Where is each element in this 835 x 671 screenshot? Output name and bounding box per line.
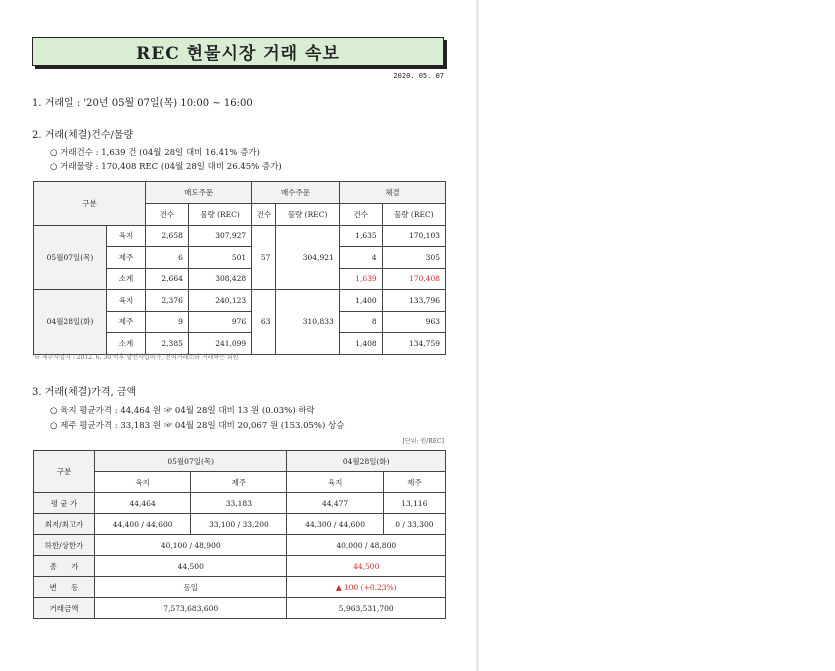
row-label: 최저/최고가 [34, 514, 95, 535]
report-title: REC 현물시장 거래 속보 [32, 37, 444, 66]
value-cell: 2,376 [146, 290, 189, 312]
table-row [34, 225, 446, 247]
header-sell: 매도주문 [146, 182, 252, 204]
header-land: 육지 [287, 472, 383, 493]
trade-count-bullet: ○ 거래건수 : 1,639 건 (04월 28일 대비 16.41% 증가) [50, 148, 260, 158]
header-date1: 05월07일(목) [95, 451, 287, 472]
unit-label: [단위: 원/REC] [402, 438, 444, 445]
header-date2: 04월28일(화) [287, 451, 446, 472]
header-count: 건수 [146, 204, 189, 226]
type-cell: 제주 [107, 311, 146, 333]
value-cell: 13,116 [383, 493, 445, 514]
table-row [34, 577, 446, 598]
header-deal: 체결 [339, 182, 445, 204]
type-cell: 육지 [107, 290, 146, 312]
value-cell: 33,183 [191, 493, 287, 514]
value-cell: 40,000 / 48,800 [287, 535, 446, 556]
type-cell: 육지 [107, 225, 146, 247]
value-cell: 1,408 [339, 333, 382, 355]
jeju-price-bullet: ○ 제주 평균가격 : 33,183 원 ☞ 04월 28일 대비 20,067 원 (153.05%) 상승 [50, 421, 345, 431]
value-cell: 44,477 [287, 493, 383, 514]
value-cell: 241,099 [188, 333, 251, 355]
value-cell: 44,500 [95, 556, 287, 577]
value-cell: 304,921 [276, 225, 339, 290]
header-volume: 물량 (REC) [276, 204, 339, 226]
value-cell: 305 [382, 247, 445, 269]
value-cell: 44,300 / 44,600 [287, 514, 383, 535]
header-buy: 매수주문 [252, 182, 340, 204]
table-row [34, 598, 446, 619]
row-label: 평 균 가 [34, 493, 95, 514]
header-volume: 물량 (REC) [382, 204, 445, 226]
value-cell: 170,103 [382, 225, 445, 247]
value-cell: 310,833 [276, 290, 339, 355]
table-row [34, 535, 446, 556]
value-cell: 40,100 / 48,900 [95, 535, 287, 556]
footnote: ※ 제주사업자 : 2012. 6. 30 이후 발전사업허가, 전력거래소와 거래하는 회원 [34, 354, 239, 361]
value-cell: ▲ 100 (+0.23%) [287, 577, 446, 598]
value-cell: 1,635 [339, 225, 382, 247]
value-cell: 134,759 [382, 333, 445, 355]
value-cell: 63 [252, 290, 276, 355]
header-jeju: 제주 [383, 472, 445, 493]
blank-page [479, 0, 835, 671]
value-cell: 0 / 33,300 [383, 514, 445, 535]
value-cell: 8 [339, 311, 382, 333]
date-cell: 04월28일(화) [34, 290, 107, 355]
value-cell: 44,464 [95, 493, 191, 514]
value-cell: 2,385 [146, 333, 189, 355]
header-volume: 물량 (REC) [188, 204, 251, 226]
section1-trade-date: 1. 거래일 : '20년 05월 07일(목) 10:00 ~ 16:00 [32, 98, 253, 109]
value-cell: 1,639 [339, 268, 382, 290]
header-jeju: 제주 [191, 472, 287, 493]
header-count: 건수 [252, 204, 276, 226]
section2-heading: 2. 거래(체결)건수/물량 [32, 130, 134, 141]
value-cell: 44,400 / 44,600 [95, 514, 191, 535]
date-cell: 05월07일(목) [34, 225, 107, 290]
row-label: 하한/상한가 [34, 535, 95, 556]
table-row [34, 493, 446, 514]
value-cell: 170,408 [382, 268, 445, 290]
value-cell: 9 [146, 311, 189, 333]
header-category: 구분 [34, 182, 146, 226]
value-cell: 44,500 [287, 556, 446, 577]
value-cell: 5,963,531,700 [287, 598, 446, 619]
table-row [34, 514, 446, 535]
header-land: 육지 [95, 472, 191, 493]
header-count: 건수 [339, 204, 382, 226]
value-cell: 57 [252, 225, 276, 290]
value-cell: 2,664 [146, 268, 189, 290]
type-cell: 제주 [107, 247, 146, 269]
section3-heading: 3. 거래(체결)가격, 금액 [32, 387, 137, 398]
table-row [34, 556, 446, 577]
type-cell: 소계 [107, 268, 146, 290]
value-cell: 240,123 [188, 290, 251, 312]
value-cell: 963 [382, 311, 445, 333]
value-cell: 976 [188, 311, 251, 333]
value-cell: 307,927 [188, 225, 251, 247]
row-label: 변 동 [34, 577, 95, 598]
value-cell: 동일 [95, 577, 287, 598]
header-category: 구분 [34, 451, 95, 493]
value-cell: 33,100 / 33,200 [191, 514, 287, 535]
value-cell: 501 [188, 247, 251, 269]
value-cell: 308,428 [188, 268, 251, 290]
value-cell: 4 [339, 247, 382, 269]
value-cell: 1,400 [339, 290, 382, 312]
value-cell: 2,658 [146, 225, 189, 247]
price-table [33, 450, 446, 619]
trade-volume-table [33, 181, 446, 355]
value-cell: 133,796 [382, 290, 445, 312]
report-date: 2020. 05. 07 [393, 72, 444, 80]
land-price-bullet: ○ 육지 평균가격 : 44,464 원 ☞ 04월 28일 대비 13 원 (0.03%) 하락 [50, 406, 315, 416]
table-row [34, 290, 446, 312]
type-cell: 소계 [107, 333, 146, 355]
value-cell: 7,573,683,600 [95, 598, 287, 619]
trade-volume-bullet: ○ 거래물량 : 170,408 REC (04월 28일 대비 26.45% 증가) [50, 162, 282, 172]
value-cell: 6 [146, 247, 189, 269]
row-label: 종 가 [34, 556, 95, 577]
row-label: 거래금액 [34, 598, 95, 619]
